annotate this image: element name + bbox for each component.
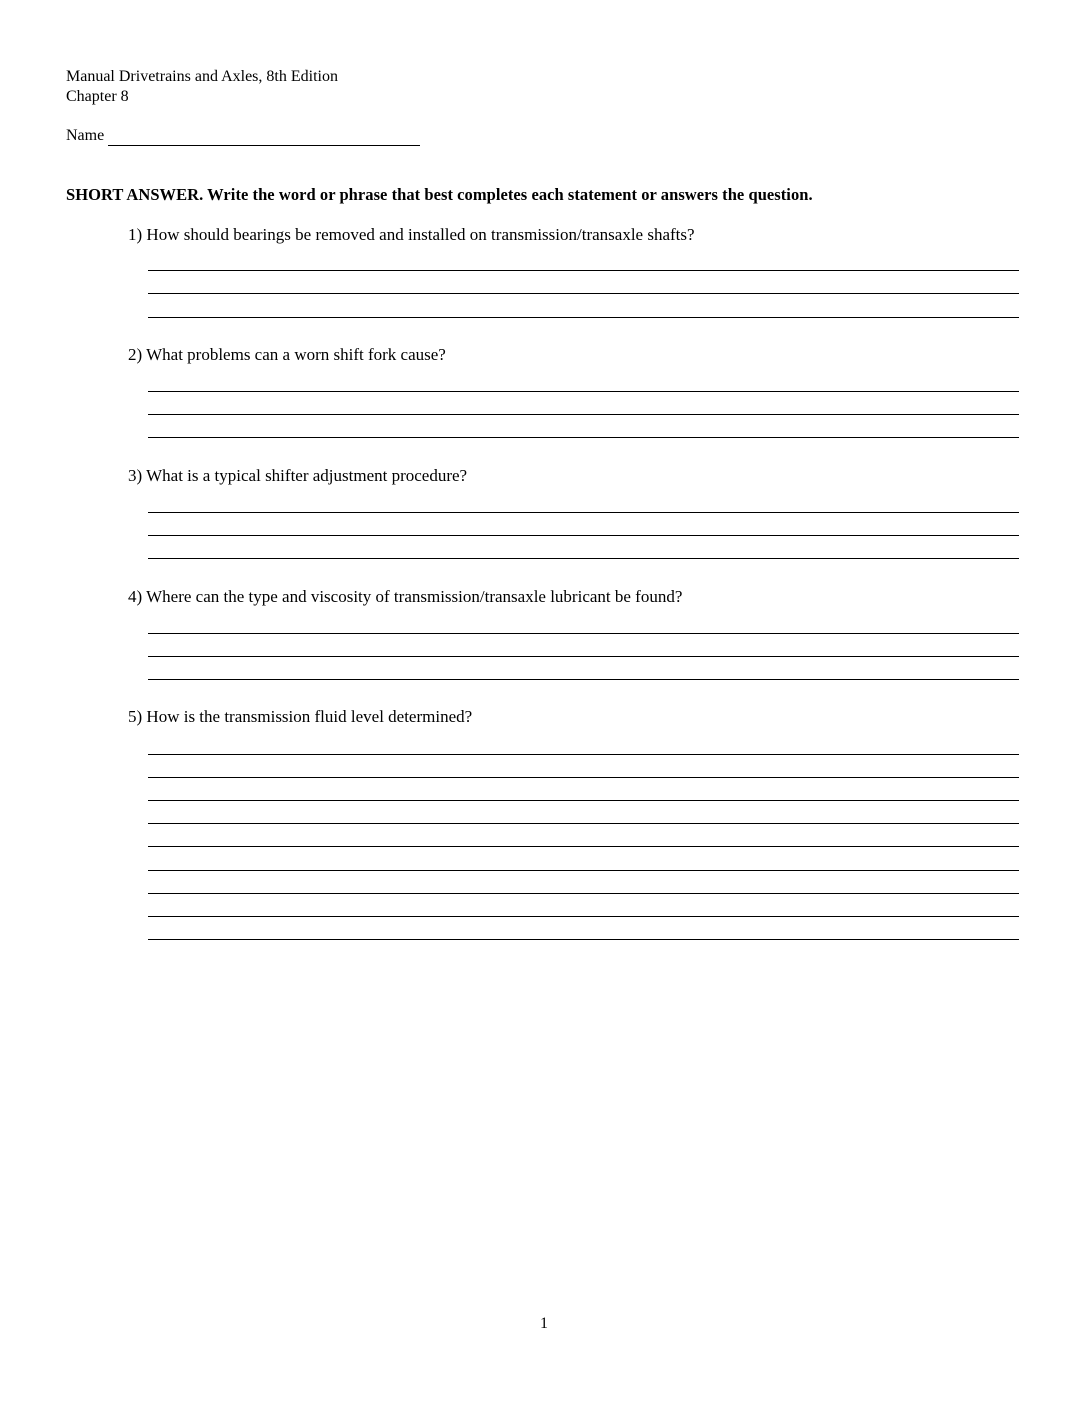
page-number: 1 — [540, 1315, 548, 1332]
name-label: Name — [66, 127, 105, 144]
question-3: 3) What is a typical shifter adjustment procedure? — [128, 466, 468, 485]
answer-line[interactable] — [148, 437, 1019, 438]
question-2: 2) What problems can a worn shift fork cause? — [128, 345, 446, 364]
name-field-line[interactable] — [108, 145, 420, 146]
answer-line[interactable] — [148, 270, 1019, 271]
section-instructions: SHORT ANSWER. Write the word or phrase that best completes each statement or answers the question. — [66, 185, 813, 204]
answer-line[interactable] — [148, 679, 1019, 680]
answer-line[interactable] — [148, 846, 1019, 847]
chapter-label: Chapter 8 — [66, 88, 129, 105]
answer-line[interactable] — [148, 754, 1019, 755]
answer-line[interactable] — [148, 893, 1019, 894]
answer-line[interactable] — [148, 633, 1019, 634]
answer-line[interactable] — [148, 800, 1019, 801]
answer-line[interactable] — [148, 656, 1019, 657]
answer-line[interactable] — [148, 777, 1019, 778]
answer-line[interactable] — [148, 317, 1019, 318]
book-title: Manual Drivetrains and Axles, 8th Edition — [66, 68, 338, 85]
answer-line[interactable] — [148, 535, 1019, 536]
answer-line[interactable] — [148, 870, 1019, 871]
answer-line[interactable] — [148, 916, 1019, 917]
answer-line[interactable] — [148, 939, 1019, 940]
answer-line[interactable] — [148, 293, 1019, 294]
answer-line[interactable] — [148, 558, 1019, 559]
answer-line[interactable] — [148, 823, 1019, 824]
answer-line[interactable] — [148, 512, 1019, 513]
answer-line[interactable] — [148, 414, 1019, 415]
answer-line[interactable] — [148, 391, 1019, 392]
question-5: 5) How is the transmission fluid level determined? — [128, 707, 473, 726]
question-1: 1) How should bearings be removed and installed on transmission/transaxle shafts? — [128, 225, 695, 244]
question-4: 4) Where can the type and viscosity of transmission/transaxle lubricant be found? — [128, 587, 683, 606]
